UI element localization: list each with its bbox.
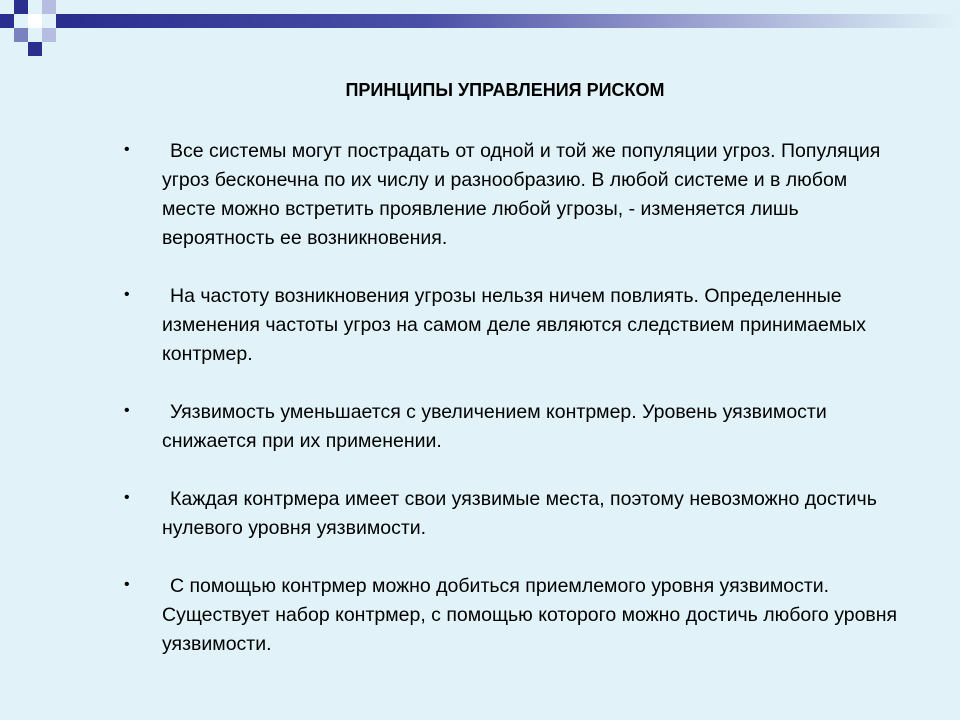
bullet-list xyxy=(120,137,900,688)
bullet-text: Каждая контрмера имеет свои уязвимые места, поэтому невозможно достичь нулевого уровня уязвимости. xyxy=(162,488,877,539)
bullet-text: Уязвимость уменьшается с увеличением контрмер. Уровень уязвимости снижается при их применении. xyxy=(162,401,827,452)
bullet-icon: • xyxy=(124,402,130,419)
list-item xyxy=(120,282,900,369)
slide-title: ПРИНЦИПЫ УПРАВЛЕНИЯ РИСКОМ xyxy=(345,80,665,100)
bullet-text: Все системы могут пострадать от одной и той же популяции угроз. Популяция угроз бесконечна по их числу и разнообразию. В любой системе и в любом месте можно встретить проявление любой угрозы, - изменяется лишь вероятность ее возникновения. xyxy=(162,140,881,249)
list-item xyxy=(120,485,900,543)
header-gradient-bar xyxy=(68,14,960,28)
bullet-text: На частоту возникновения угрозы нельзя ничем повлиять. Определенные изменения частоты угроз на самом деле являются следствием принимаемых контрмер. xyxy=(162,285,866,365)
list-item xyxy=(120,398,900,456)
bullet-icon: • xyxy=(124,141,130,158)
list-item xyxy=(120,572,900,659)
bullet-icon: • xyxy=(124,286,130,303)
bullet-icon: • xyxy=(124,576,130,593)
bullet-text: С помощью контрмер можно добиться приемлемого уровня уязвимости. Существует набор контрмер, с помощью которого можно достичь любого уровня уязвимости. xyxy=(162,575,898,655)
list-item xyxy=(120,137,900,253)
bullet-icon: • xyxy=(124,489,130,506)
